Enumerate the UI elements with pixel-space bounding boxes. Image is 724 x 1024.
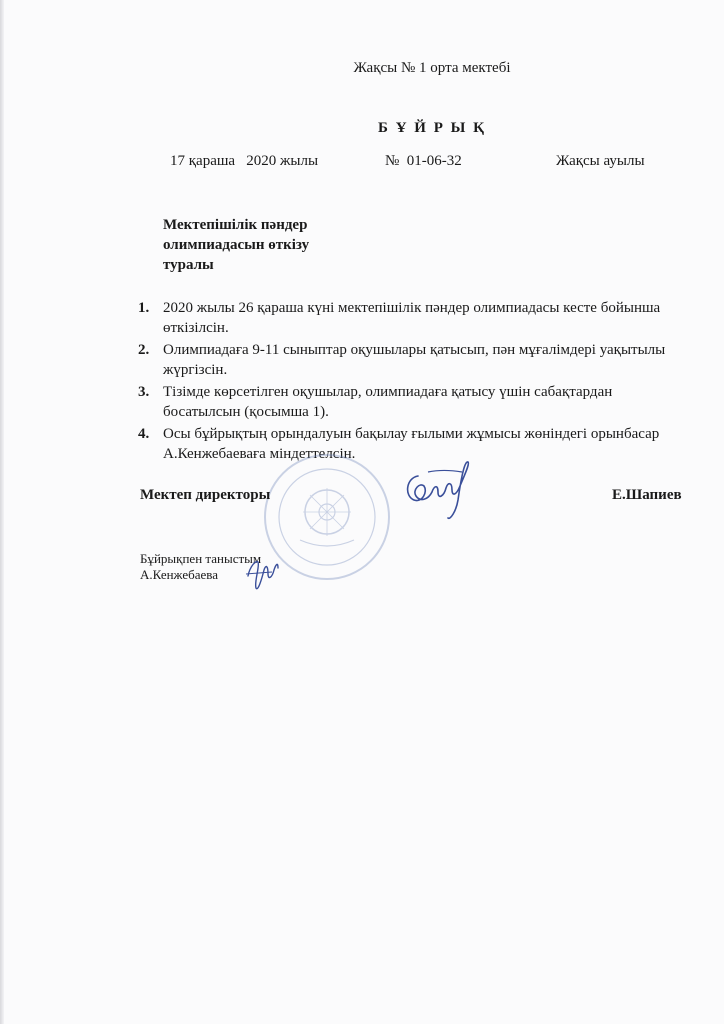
director-name: Е.Шапиев [612, 487, 682, 503]
item-text-line: өткізілсін. [163, 320, 229, 336]
item-number: 3. [138, 384, 150, 400]
item-text-line: Тізімде көрсетілген оқушылар, олимпиадаға қатысу үшін сабақтардан [163, 384, 613, 400]
item-number: 2. [138, 342, 150, 358]
order-item [138, 340, 724, 380]
item-text-line: 2020 жылы 26 қараша күні мектепішілік пәндер олимпиадасы кесте бойынша [163, 300, 661, 316]
director-signature-icon [398, 456, 486, 522]
director-label: Мектеп директоры [140, 487, 271, 503]
item-text-line: жүргізсін. [163, 362, 228, 378]
order-item [138, 382, 724, 422]
acknowledgement-signature-icon [242, 552, 282, 594]
subject-line: олимпиадасын өткізу [163, 237, 310, 253]
subject-line: Мектепішілік пәндер [163, 217, 308, 233]
school-name: Жақсы № 1 орта мектебі [353, 60, 511, 76]
item-text-line: Осы бұйрықтың орындалуын бақылау ғылыми жұмысы жөніндегі орынбасар [163, 426, 660, 442]
subject-line: туралы [163, 257, 214, 273]
acknowledgement-label: Бұйрықпен таныстым [140, 551, 262, 566]
item-text-line: А.Кенжебаеваға міндеттелсін. [163, 446, 356, 462]
item-number: 1. [138, 300, 150, 316]
item-text-line: Олимпиадаға 9-11 сыныптар оқушылары қатысып, пән мұғалімдері уақытылы [163, 342, 666, 358]
order-items-list [138, 298, 724, 466]
order-subject [163, 215, 363, 275]
order-place: Жақсы ауылы [556, 153, 645, 169]
order-number: № 01-06-32 [385, 153, 462, 169]
item-number: 4. [138, 426, 150, 442]
acknowledgement-name: А.Кенжебаева [140, 567, 219, 582]
order-date: 17 қараша 2020 жылы [170, 153, 319, 169]
order-title: Б Ұ Й Р Ы Қ [378, 120, 486, 136]
item-text-line: босатылсын (қосымша 1). [163, 404, 329, 420]
scan-edge [0, 0, 4, 1024]
order-item [138, 298, 724, 338]
